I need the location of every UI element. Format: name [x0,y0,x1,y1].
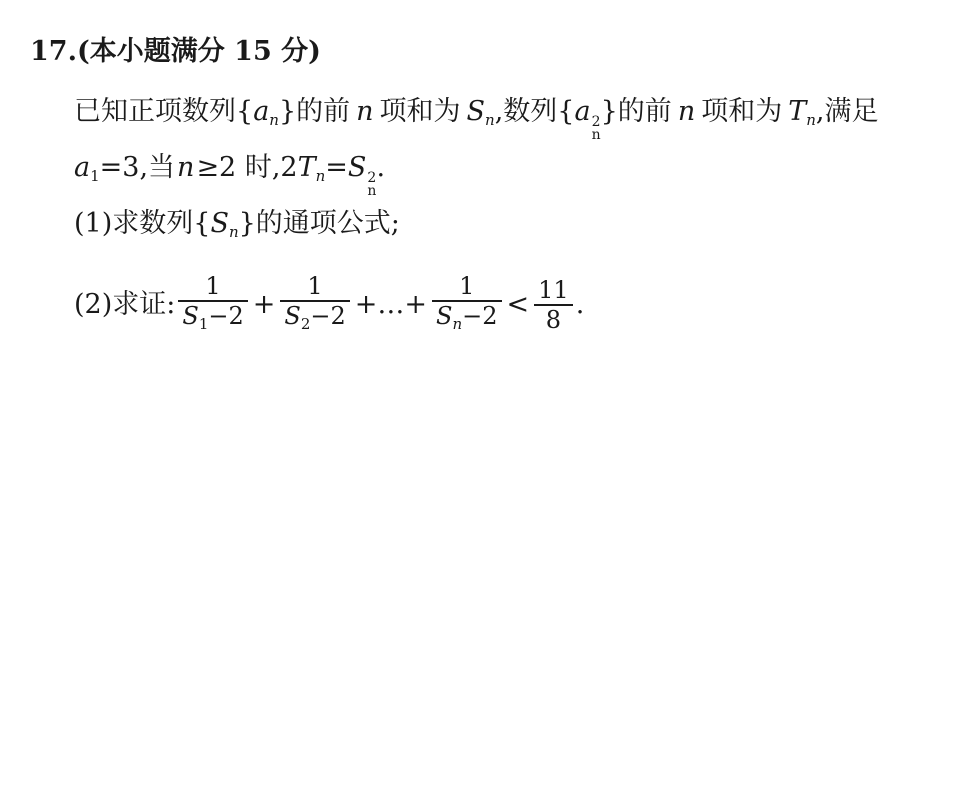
var-T: T [788,96,807,127]
var-a: a [253,96,270,127]
part-2: (2) 求证: $\frac{1}{S_1-2}$ + $\frac{1}{S_2-2}$ +…+ $\frac{1}{S_n-2}$ < $\frac{11}{8}$ . [74,272,584,338]
problem-statement-line-2: $a_1=3$,当n≥2 时$,2T_n=S$ 2 n . [74,152,386,199]
fraction-term-1: $\frac{1}{S_1-2}$ [178,272,247,338]
part-1-label: (1) [74,208,113,239]
var-a-squared: a [574,96,591,127]
problem-header [30,34,321,70]
problem-statement-line-1: 已知正项数列$\{a_n\}$的前 n 项和为 $S_n$,数列{a 2 n }的前 n 项和为 $T_n$,满足 [74,96,879,143]
var-S: S [466,96,486,127]
fraction-term-2: $\frac{1}{S_2-2}$ [280,272,349,338]
problem-number: 17. [30,36,77,67]
part-2-label: (2) [74,289,113,320]
part-1: (1)求数列$\{S_n\}$的通项公式; [74,208,400,241]
problem-score: (本小题满分 15 分) [76,36,321,67]
var-n: n [356,96,374,127]
fraction-rhs: $\frac{11}{8}$ [534,276,573,334]
fraction-term-n: $\frac{1}{S_n-2}$ [432,272,502,338]
